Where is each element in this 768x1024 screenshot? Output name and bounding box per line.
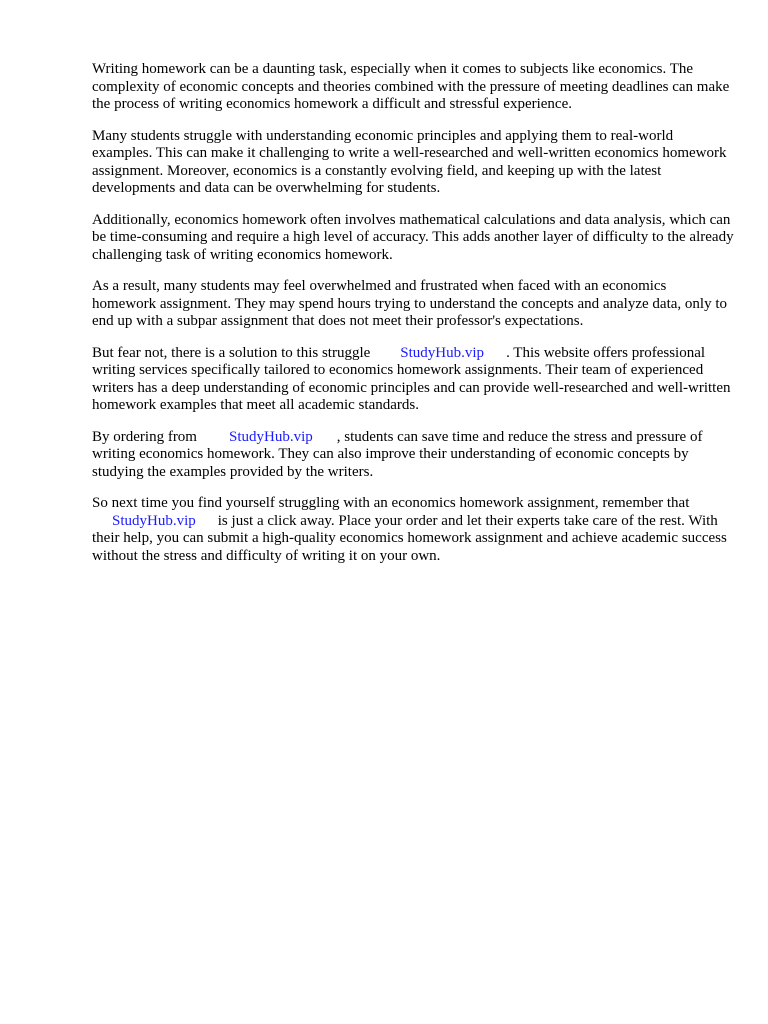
paragraph-struggle: Many students struggle with understanding economic principles and applying them to real-world examples. This can make it challenging to write a well-researched and well-written economics homework assignment. Moreover, economics is a constantly evolving field, and keeping up with the latest developments and data can be overwhelming for students.	[92, 127, 727, 196]
paragraph-result: As a result, many students may feel overwhelmed and frustrated when faced with an economics homework assignment. They may spend hours trying to understand the concepts and analyze data, only to end up with a subpar assignment that does not meet their professor's expectations.	[92, 278, 727, 329]
paragraph-solution-after: . This website offers professional writing services specifically tailored to economics homework assignments. Their team of experienced writers has a deep understanding of economic principles and can provide well-researched and well-written homework examples that meet all academic standards.	[92, 344, 731, 413]
paragraph-closing-after: is just a click away. Place your order and let their experts take care of the rest. With their help, you can submit a high-quality economics homework assignment and achieve academic success without the stress and difficulty of writing it on your own.	[92, 512, 727, 564]
document-page	[92, 61, 734, 579]
paragraph-math: Additionally, economics homework often involves mathematical calculations and data analysis, which can be time-consuming and require a high level of accuracy. This adds another layer of difficulty to the already challenging task of writing economics homework.	[92, 211, 734, 263]
paragraph-ordering-before: By ordering from	[92, 428, 197, 445]
paragraph-solution	[92, 345, 734, 415]
paragraph-closing-before: So next time you find yourself struggling with an economics homework assignment, remember that	[92, 495, 690, 511]
paragraph-solution-before: But fear not, there is a solution to this struggle	[92, 344, 371, 361]
studyhub-link-2[interactable]: StudyHub.vip	[228, 428, 313, 445]
studyhub-link-3[interactable]: StudyHub.vip	[112, 512, 196, 529]
paragraph-ordering	[92, 429, 734, 482]
paragraph-ordering-after: , students can save time and reduce the stress and pressure of writing economics homework. They can also improve their understanding of economic concepts by studying the examples provided by the writers.	[92, 428, 703, 480]
paragraph-closing	[92, 495, 734, 565]
studyhub-link-1[interactable]: StudyHub.vip	[400, 344, 485, 361]
paragraph-intro: Writing homework can be a daunting task, especially when it comes to subjects like economics. The complexity of economic concepts and theories combined with the pressure of meeting deadlines can make the process of writing economics homework a difficult and stressful experience.	[92, 61, 730, 112]
